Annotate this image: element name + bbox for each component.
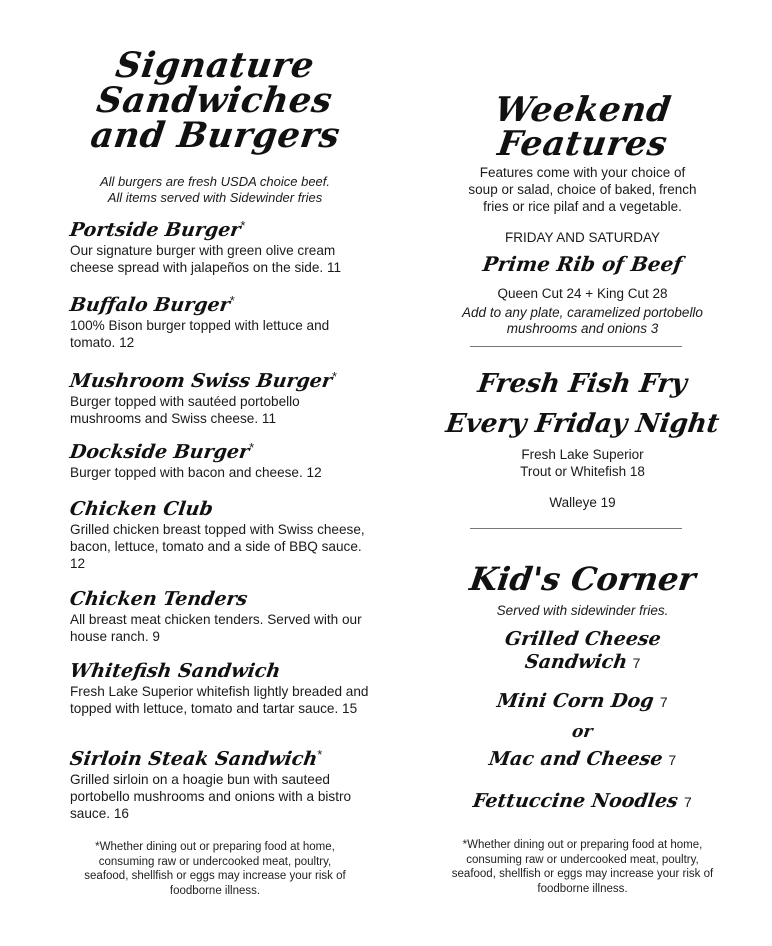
item-name: Dockside Burger <box>68 441 251 463</box>
disclaimer-left: *Whether dining out or preparing food at home, consuming raw or undercooked meat, poultry, seafood, shellfish or eggs may increase your risk of foodborne illness. <box>84 841 346 897</box>
kids-item-price: 7 <box>659 694 668 710</box>
sandwiches-note: All burgers are fresh USDA choice beef. All items served with Sidewinder fries <box>99 174 330 205</box>
kids-item <box>430 628 735 675</box>
menu-item <box>70 584 370 645</box>
menu-item: Sirloin Steak Sandwich* Grilled sirloin on a hoagie bun with sauteed portobello mushrooms and onions with a bistro sauce. 16 <box>70 744 370 822</box>
sandwiches-title: Signature Sandwiches and Burgers <box>87 45 343 156</box>
kids-item-name: Mini Corn Dog <box>495 690 656 712</box>
kids-item-price: 7 <box>668 752 677 768</box>
menu-item: Mushroom Swiss Burger* Burger topped with sautéed portobello mushrooms and Swiss cheese. 11 <box>70 366 370 427</box>
item-description: Burger topped with bacon and cheese. 12 <box>70 465 322 480</box>
item-name: Sirloin Steak Sandwich <box>68 748 319 770</box>
kids-item-name: Sandwich <box>523 651 629 673</box>
walleye-item: Walleye 19 <box>549 495 616 510</box>
item-description: Fresh Lake Superior whitefish lightly breaded and topped with lettuce, tomato and tartar sauce. 15 <box>70 684 369 716</box>
prime-rib-title: Prime Rib of Beef <box>481 252 684 276</box>
kids-item <box>430 748 735 772</box>
item-description: Grilled chicken breast topped with Swiss cheese, bacon, lettuce, tomato and a side of BBQ sauce. 12 <box>70 522 365 571</box>
item-name: Chicken Tenders <box>68 588 249 610</box>
kids-note: Served with sidewinder fries. <box>496 603 669 618</box>
divider <box>470 528 682 529</box>
fish-fry-title: Fresh Fish Fry Every Friday Night <box>443 369 722 439</box>
item-description: Our signature burger with green olive cream cheese spread with jalapeños on the side. 11 <box>70 243 342 275</box>
kids-item <box>430 690 735 714</box>
kids-item <box>430 790 735 814</box>
kids-item-name: Grilled Cheese <box>503 628 663 650</box>
item-name: Mushroom Swiss Burger <box>68 370 334 392</box>
item-name: Portside Burger <box>68 219 242 241</box>
weekend-intro: Features come with your choice of soup or salad, choice of baked, french fries or rice pilaf and a vegetable. <box>468 165 697 214</box>
item-description: 100% Bison burger topped with lettuce and tomato. 12 <box>70 318 330 350</box>
item-description: All breast meat chicken tenders. Served with our house ranch. 9 <box>70 612 362 644</box>
menu-item <box>70 494 370 572</box>
menu-item: Buffalo Burger* 100% Bison burger topped with lettuce and tomato. 12 <box>70 290 370 351</box>
item-name: Buffalo Burger <box>68 294 232 316</box>
kids-item-price: 7 <box>632 655 641 671</box>
kids-item-name: Mac and Cheese <box>487 748 664 770</box>
divider <box>470 346 682 347</box>
weekend-days: FRIDAY AND SATURDAY <box>504 230 661 245</box>
menu-item: Portside Burger* Our signature burger with green olive cream cheese spread with jalapeños on the side. 11 <box>70 215 370 276</box>
addon-note: Add to any plate, caramelized portobello mushrooms and onions 3 <box>462 305 703 336</box>
weekend-title: Weekend Features <box>491 90 674 164</box>
item-name: Whitefish Sandwich <box>68 660 282 682</box>
item-description: Burger topped with sautéed portobello mushrooms and Swiss cheese. 11 <box>70 394 300 426</box>
kids-item-price: 7 <box>683 794 692 810</box>
fish-fry-desc: Fresh Lake Superior Trout or Whitefish 18 <box>520 447 645 479</box>
item-name: Chicken Club <box>68 498 215 520</box>
menu-item <box>70 656 370 717</box>
kids-corner-title: Kid's Corner <box>467 560 698 598</box>
prime-rib-cuts: Queen Cut 24 + King Cut 28 <box>497 286 668 301</box>
item-description: Grilled sirloin on a hoagie bun with sauteed portobello mushrooms and onions with a bistro sauce. 16 <box>70 772 352 821</box>
or-label: or <box>571 722 595 742</box>
disclaimer-right: *Whether dining out or preparing food at home, consuming raw or undercooked meat, poultry, seafood, shellfish or eggs may increase your risk of foodborne illness. <box>451 839 714 895</box>
kids-item-name: Fettuccine Noodles <box>471 790 680 812</box>
menu-item: Dockside Burger* Burger topped with bacon and cheese. 12 <box>70 437 370 481</box>
